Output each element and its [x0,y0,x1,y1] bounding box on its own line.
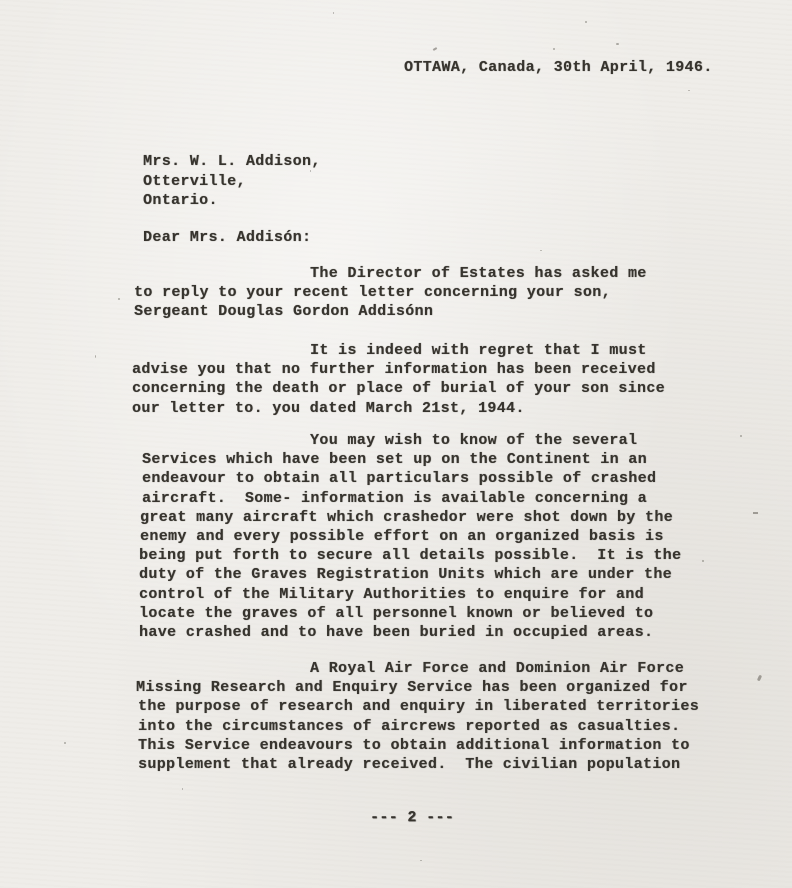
paper-scratch [753,512,758,514]
paper-speck [182,788,183,790]
page-number [370,808,454,827]
body-line: to reply to your recent letter concerning your son, [134,284,611,302]
paper-speck [95,355,96,358]
body-line: aircraft. Some- information is available concerning a [142,489,647,507]
body-line: control of the Military Authorities to enquire for and [139,585,644,603]
paper-speck [740,435,742,437]
salutation-text: Dear Mrs. Addisón: [143,229,312,246]
body-line: A Royal Air Force and Dominion Air Force [310,660,685,677]
recipient-address [143,152,321,211]
paper-speck [585,21,587,23]
body-line: the purpose of research and enquiry in liberated territories [138,698,700,716]
paragraph-4 [136,659,700,774]
paper-speck [702,560,704,562]
body-line: have crashed and to have been buried in occupied areas. [139,624,654,642]
body-line: You may wish to know of the several [310,432,638,449]
paragraph-3 [139,431,682,642]
paragraph-2 [132,341,666,418]
dateline [404,58,713,77]
dateline-text: OTTAWA, Canada, 30th April, 1946. [404,59,713,76]
body-line: locate the graves of all personnel known or believed to [139,604,654,622]
body-line: Missing Research and Enquiry Service has been organized for [136,679,688,697]
body-line: supplement that already received. The civilian population [138,756,681,774]
body-line: endeavour to obtain all particulars possible of crashed [142,470,657,488]
body-line: Services which have been set up on the Continent in an [142,451,647,469]
paper-speck [420,860,422,861]
body-line: It is indeed with regret that I must [310,342,647,359]
paper-scratch [433,47,437,51]
body-line: enemy and every possible effort on an organized basis is [140,528,664,546]
body-line: being put forth to secure all details possible. It is the [139,547,682,565]
body-line: duty of the Graves Registration Units which are under the [139,566,673,584]
paper-speck [616,43,619,45]
body-line: into the circumstances of aircrews reported as casualties. [138,717,681,735]
address-line: Otterville, [143,172,246,190]
paper-scratch [757,675,762,682]
paper-speck [553,48,555,50]
paper-speck [688,90,690,91]
paper-speck [64,742,66,744]
salutation [143,228,311,247]
paper-speck [333,12,334,14]
paper-speck [540,250,542,251]
paper-speck [310,170,311,172]
body-line: The Director of Estates has asked me [310,265,647,282]
paragraph-1 [134,264,647,322]
address-line: Ontario. [143,192,218,209]
page-number-text: --- 2 --- [370,809,455,826]
body-line: advise you that no further information has been received [132,361,656,379]
body-line: Sergeant Douglas Gordon Addisónn [134,303,434,321]
paper-speck [118,298,120,300]
body-line: concerning the death or place of burial of your son since [132,380,666,398]
body-line: our letter to. you dated March 21st, 1944. [132,399,525,417]
body-line: great many aircraft which crashedor were shot down by the [140,508,674,526]
address-line: Mrs. W. L. Addison, [143,153,321,170]
body-line: This Service endeavours to obtain additional information to [138,736,690,754]
